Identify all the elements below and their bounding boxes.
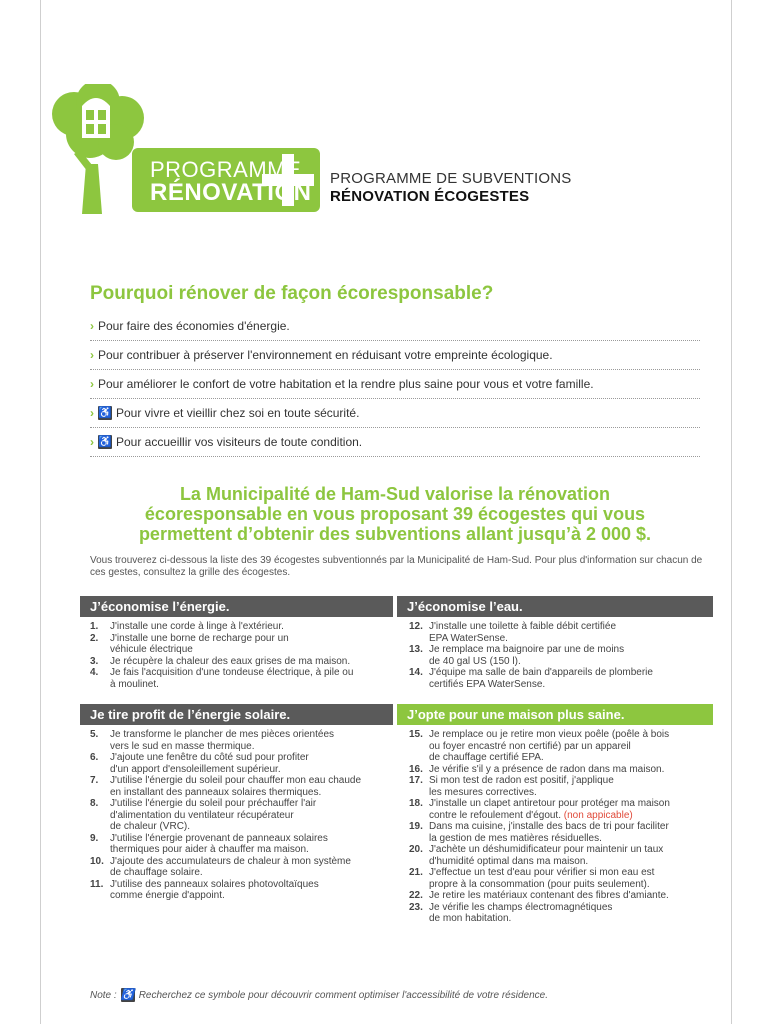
- ecogeste-item: [409, 821, 714, 844]
- reason-text: Pour vivre et vieillir chez soi en toute sécurité.: [116, 406, 360, 420]
- reason-text: Pour faire des économies d'énergie.: [98, 319, 290, 333]
- ecogeste-number: 5.: [90, 729, 99, 740]
- ecogeste-text: [110, 752, 393, 775]
- ecogeste-number: 15.: [409, 729, 423, 740]
- ecogeste-text: [429, 667, 709, 690]
- ecogeste-text: [429, 821, 714, 844]
- ecogeste-number: 14.: [409, 667, 423, 678]
- ecogeste-number: 18.: [409, 798, 423, 809]
- energie-list: [90, 621, 390, 690]
- reason-text: Pour améliorer le confort de votre habitation et la rendre plus saine pour vous et votre famille.: [98, 377, 594, 391]
- ecogeste-item: [409, 775, 714, 798]
- ecogeste-text: [429, 902, 714, 925]
- ecogeste-line: J'installe une toilette à faible débit certifiée: [429, 621, 617, 632]
- ecogeste-line: de mon habitation.: [429, 913, 512, 924]
- ecogeste-item: [90, 879, 393, 902]
- eau-list: [409, 621, 709, 690]
- ecogeste-number: 8.: [90, 798, 99, 809]
- ecogeste-line: Je fais l'acquisition d'une tondeuse électrique, à pile ou: [110, 667, 354, 678]
- chevron-right-icon: ›: [90, 435, 94, 449]
- ecogeste-number: 7.: [90, 775, 99, 786]
- ecogeste-line: thermiques pour aider à chauffer ma maison.: [110, 844, 309, 855]
- ecogeste-item: [90, 775, 393, 798]
- program-title-line2: RÉNOVATION ÉCOGESTES: [330, 188, 530, 205]
- ecogeste-item: [90, 667, 390, 690]
- section-eau-title: J’économise l’eau.: [397, 596, 713, 617]
- reason-item: [90, 370, 700, 399]
- ecogeste-line: J'installe une corde à linge à l'extérieur.: [110, 621, 284, 632]
- chevron-right-icon: ›: [90, 406, 94, 420]
- ecogeste-item: [90, 856, 393, 879]
- ecogeste-item: [409, 764, 714, 776]
- ecogeste-text: [110, 879, 393, 902]
- section-saine-title: J’opte pour une maison plus saine.: [397, 704, 713, 725]
- ecogeste-line: J'installe un clapet antiretour pour protéger ma maison: [429, 798, 670, 809]
- brand-line1: PROGRAMME: [150, 157, 302, 182]
- intro-title-line3: permettent d’obtenir des subventions allant jusqu’à 2 000 $.: [138, 524, 652, 544]
- ecogeste-number: 21.: [409, 867, 423, 878]
- ecogeste-item: [409, 902, 714, 925]
- chevron-right-icon: ›: [90, 377, 94, 391]
- ecogeste-number: 16.: [409, 763, 423, 775]
- ecogeste-line-text: contre le refoulement d'égout.: [429, 809, 564, 821]
- ecogeste-item: [409, 844, 714, 867]
- ecogeste-line: de chauffage certifié EPA.: [429, 752, 544, 763]
- ecogeste-text: [110, 729, 393, 752]
- ecogeste-line: d'un apport d'ensoleillement supérieur.: [110, 763, 281, 775]
- ecogeste-item: [409, 667, 709, 690]
- footnote: [90, 988, 548, 1002]
- ecogeste-line: [429, 810, 714, 822]
- ecogeste-number: 23.: [409, 901, 423, 913]
- ecogeste-line: la gestion de mes matières résiduelles.: [429, 832, 602, 844]
- ecogeste-line: Dans ma cuisine, j'installe des bacs de tri pour faciliter: [429, 821, 669, 832]
- ecogeste-number: 9.: [90, 832, 99, 844]
- ecogeste-line: véhicule électrique: [110, 644, 193, 655]
- ecogeste-line: certifiés EPA WaterSense.: [429, 678, 546, 690]
- ecogeste-text: [429, 844, 714, 867]
- ecogeste-line: J'ajoute des accumulateurs de chaleur à mon système: [110, 855, 351, 867]
- brand-line2: RÉNOVATION: [150, 179, 312, 206]
- ecogeste-line: J'équipe ma salle de bain d'appareils de plomberie: [429, 667, 653, 678]
- ecogeste-text: [110, 856, 393, 879]
- reasons-list: [90, 312, 700, 457]
- ecogeste-line: en installant des panneaux solaires thermiques.: [110, 786, 322, 798]
- ecogeste-number: 22.: [409, 890, 423, 901]
- ecogeste-line: vers le sud en masse thermique.: [110, 740, 255, 752]
- ecogeste-line: J'achète un déshumidificateur pour maintenir un taux: [429, 844, 664, 855]
- ecogeste-text: [110, 833, 393, 856]
- ecogeste-item: [409, 867, 714, 890]
- note-text: Recherchez ce symbole pour découvrir comment optimiser l'accessibilité de votre résidence.: [138, 989, 548, 1001]
- ecogeste-line: Je remplace ou je retire mon vieux poêle (poêle à bois: [429, 729, 670, 740]
- why-title: Pourquoi rénover de façon écoresponsable?: [90, 283, 494, 304]
- accessibility-icon: ♿: [120, 989, 135, 1001]
- ecogeste-item: [90, 798, 393, 833]
- solaire-list: [90, 729, 393, 902]
- ecogeste-number: 3.: [90, 655, 99, 667]
- reason-item: [90, 428, 700, 457]
- ecogeste-line: de chauffage solaire.: [110, 867, 203, 878]
- ecogeste-line: de 40 gal US (150 l).: [429, 655, 521, 667]
- ecogeste-line: J'ajoute une fenêtre du côté sud pour profiter: [110, 752, 309, 763]
- ecogeste-text: [110, 775, 393, 798]
- ecogeste-item: [90, 729, 393, 752]
- ecogeste-item: [409, 798, 714, 821]
- reason-item: [90, 312, 700, 341]
- intro-title-line1: La Municipalité de Ham-Sud valorise la rénovation: [179, 484, 611, 504]
- ecogeste-line: Si mon test de radon est positif, j'applique: [429, 775, 614, 786]
- ecogeste-number: 13.: [409, 644, 423, 655]
- ecogeste-line: J'utilise des panneaux solaires photovoltaïques: [110, 878, 319, 890]
- ecogeste-text: [429, 729, 714, 764]
- ecogeste-item: [409, 644, 709, 667]
- ecogeste-number: 12.: [409, 621, 423, 632]
- ecogeste-line: EPA WaterSense.: [429, 632, 508, 644]
- not-applicable-note: (non appicable): [563, 809, 633, 821]
- ecogeste-item: [409, 621, 709, 644]
- ecogeste-text: [110, 798, 393, 833]
- ecogeste-item: [90, 752, 393, 775]
- ecogeste-line: d'humidité optimal dans ma maison.: [429, 855, 589, 867]
- reason-text: Pour accueillir vos visiteurs de toute condition.: [116, 435, 363, 449]
- ecogeste-text: [110, 621, 390, 633]
- ecogeste-text: [110, 656, 390, 668]
- ecogeste-item: [90, 621, 390, 633]
- note-label: Note :: [90, 989, 117, 1001]
- ecogeste-item: [409, 890, 714, 902]
- ecogeste-line: J'utilise l'énergie du soleil pour préchauffer l'air: [110, 798, 317, 809]
- intro-title: [90, 484, 700, 544]
- section-solaire-title: Je tire profit de l’énergie solaire.: [80, 704, 393, 725]
- ecogeste-number: 1.: [90, 621, 99, 632]
- ecogeste-number: 20.: [409, 844, 423, 855]
- ecogeste-item: [409, 729, 714, 764]
- reason-item: [90, 399, 700, 428]
- ecogeste-text: [429, 890, 714, 902]
- reason-text: Pour contribuer à préserver l'environnement en réduisant votre empreinte écologique.: [98, 348, 553, 362]
- ecogeste-number: 17.: [409, 775, 423, 786]
- ecogeste-line: les mesures correctives.: [429, 786, 537, 798]
- ecogeste-line: J'installe une borne de recharge pour un: [110, 632, 289, 644]
- ecogeste-item: [90, 633, 390, 656]
- ecogeste-number: 10.: [90, 855, 104, 867]
- ecogeste-line: J'utilise l'énergie provenant de panneaux solaires: [110, 832, 328, 844]
- ecogeste-text: [429, 644, 709, 667]
- ecogeste-number: 11.: [90, 878, 104, 890]
- ecogeste-text: [110, 667, 390, 690]
- ecogeste-line: Je retire les matériaux contenant des fibres d'amiante.: [429, 890, 669, 901]
- ecogeste-number: 6.: [90, 752, 99, 763]
- ecogeste-line: d'alimentation du ventilateur récupérateur: [110, 809, 294, 821]
- ecogeste-number: 2.: [90, 632, 99, 644]
- ecogeste-line: Je remplace ma baignoire par une de moins: [429, 644, 625, 655]
- ecogeste-number: 19.: [409, 821, 423, 832]
- ecogeste-text: [429, 798, 714, 821]
- saine-list: [409, 729, 714, 925]
- ecogeste-text: [429, 775, 714, 798]
- ecogeste-item: [90, 833, 393, 856]
- ecogeste-text: [429, 621, 709, 644]
- ecogeste-line: Je récupère la chaleur des eaux grises de ma maison.: [110, 655, 351, 667]
- accessibility-icon: ♿: [98, 436, 112, 448]
- ecogeste-number: 4.: [90, 667, 99, 678]
- reason-item: [90, 341, 700, 370]
- intro-body: Vous trouverez ci-dessous la liste des 39 écogestes subventionnés par la Municipalité de Ham-Sud. Pour plus d'information sur chacun de ces gestes, consultez la grille des écogestes.: [90, 555, 703, 578]
- ecogeste-line: J'effectue un test d'eau pour vérifier si mon eau est: [429, 867, 655, 878]
- ecogeste-line: Je vérifie s'il y a présence de radon dans ma maison.: [429, 763, 665, 775]
- chevron-right-icon: ›: [90, 348, 94, 362]
- ecogeste-line: J'utilise l'énergie du soleil pour chauffer mon eau chaude: [110, 775, 362, 786]
- ecogeste-item: [90, 656, 390, 668]
- ecogeste-line: ou foyer encastré non certifié) par un appareil: [429, 740, 631, 752]
- ecogeste-line: comme énergie d'appoint.: [110, 890, 225, 901]
- ecogeste-text: [110, 633, 390, 656]
- intro-title-line2: écoresponsable en vous proposant 39 écogestes qui vous: [144, 504, 646, 524]
- ecogeste-line: Je transforme le plancher de mes pièces orientées: [110, 729, 335, 740]
- ecogeste-line: propre à la consommation (pour puits seulement).: [429, 878, 650, 890]
- program-title-line1: PROGRAMME DE SUBVENTIONS: [330, 170, 572, 187]
- chevron-right-icon: ›: [90, 319, 94, 333]
- ecogeste-text: [429, 867, 714, 890]
- ecogeste-line: Je vérifie les champs électromagnétiques: [429, 901, 613, 913]
- ecogeste-text: [429, 764, 714, 776]
- section-energie-title: J’économise l’énergie.: [80, 596, 393, 617]
- accessibility-icon: ♿: [98, 407, 112, 419]
- ecogeste-line: à moulinet.: [110, 678, 159, 690]
- ecogeste-line: de chaleur (VRC).: [110, 821, 191, 832]
